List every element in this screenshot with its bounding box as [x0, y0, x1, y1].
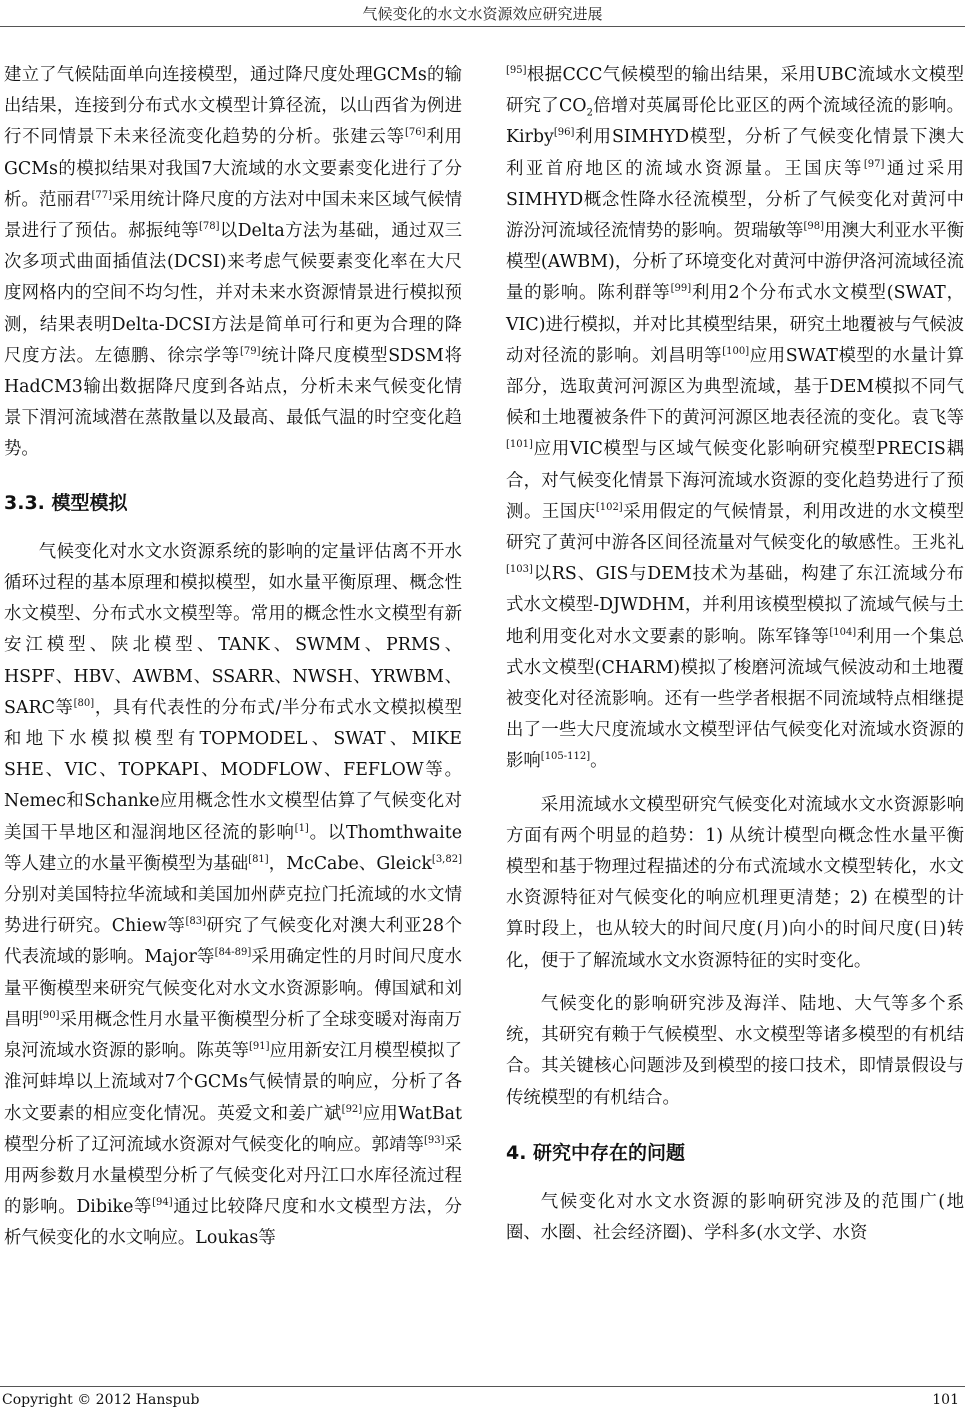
text-run: 采用流域水文模型研究气候变化对流域水文水资源影响方面有两个明显的趋势：1) 从统计模型向概念性水量平衡模型和基于物理过程描述的分布式流域水文模型转化，水文水资源特征对气候变化的响应机理更清楚；2) 在模型的计算时段上，也从较大的时间尺度(月)向小的时间尺度(日)转化，便于了解流域水文水资源特征的实时变化。: [506, 794, 964, 971]
text-run: 气候变化对水文水资源系统的影响的定量评估离不开水循环过程的基本原理和模拟模型，如水量平衡原理、概念性水文模型、分布式水文模型等。常用的概念性水文模型有新安江模型、陕北模型、TANK、SWMM、PRMS、HSPF、HBV、AWBM、SSARR、NWSH、YRWBM、SARC等: [4, 541, 462, 718]
right-column: [506, 60, 964, 1249]
text-run: 气候变化对水文水资源的影响研究涉及的范围广(地圈、水圈、社会经济圈)、学科多(水文学、水资: [506, 1191, 964, 1244]
text-run: 利用2个分布式水文模型(SWAT，VIC)进行模拟，并对比其模型结果，研究土地覆被与气候波动对径流的影响。刘昌明等: [506, 283, 964, 366]
text-run: 采用确定性的月时间尺度水量平衡模型来研究气候变化对水文水资源影响。傅国斌和刘昌明: [4, 947, 462, 1030]
running-header: 气候变化的水文水资源效应研究进展: [362, 5, 603, 23]
citation-ref: [100]: [722, 346, 750, 358]
citation-ref: [79]: [239, 346, 261, 358]
paragraph: [506, 60, 964, 778]
citation-ref: [103]: [506, 564, 533, 576]
paragraph: [506, 1187, 964, 1249]
text-run: 利用一个集总式水文模型(CHARM)模拟了梭磨河流域气候波动和土地覆被变化对径流影响。还有一些学者根据不同流域特点相继提出了一些大尺度流域水文模型评估气候变化对流域水资源的影响: [506, 626, 964, 772]
citation-ref: [98]: [803, 221, 824, 233]
page-number: 101: [932, 1392, 959, 1408]
citation-ref: [99]: [670, 283, 692, 295]
citation-ref: [91]: [248, 1041, 270, 1053]
text-run: 采用统计降尺度的方法对中国未来区域气候情景进行了预估。郝振纯等: [4, 189, 462, 242]
citation-ref: [76]: [405, 127, 426, 139]
citation-ref: [102]: [595, 502, 623, 514]
section-heading: 4. 研究中存在的问题: [506, 1141, 686, 1164]
citation-ref: [93]: [423, 1134, 445, 1146]
citation-ref: [104]: [829, 626, 857, 638]
text-run: 建立了气候陆面单向连接模型，通过降尺度处理GCMs的输出结果，连接到分布式水文模型计算径流，以山西省为例进行不同情景下未来径流变化趋势的分析。张建云等: [4, 65, 462, 148]
text-run: 采用概念性月水量平衡模型分析了全球变暖对海南万泉河流域水资源的影响。陈英等: [4, 1009, 462, 1062]
left-column: [4, 60, 462, 1255]
copyright-notice: Copyright © 2012 Hanspub: [2, 1392, 200, 1408]
footer-rule: [0, 1386, 965, 1387]
text-run: 研究了气候变化对澳大利亚28个代表流域的影响。Major等: [4, 916, 462, 968]
citation-ref: [3,82]: [431, 854, 462, 866]
section-heading: 3.3. 模型模拟: [4, 491, 128, 514]
text-run: 统计降尺度模型SDSM将HadCM3输出数据降尺度到各站点，分析未来气候变化情景下渭河流域潜在蒸散量以及最高、最低气温的时空变化趋势。: [4, 345, 462, 460]
citation-ref: [97]: [863, 158, 885, 170]
paragraph: [4, 60, 462, 466]
text-run: 以Delta方法为基础，通过双三次多项式曲面插值法(DCSI)来考虑气候要素变化率在大尺度网格内的空间不均匀性，并对未来水资源情景进行模拟预测，结果表明Delta-DCSI方法是简单可行和更为合理的降尺度方法。左德鹏、徐宗学等: [4, 221, 462, 366]
header-rule: [0, 26, 965, 27]
text-run: 分别对美国特拉华流域和美国加州萨克拉门托流域的水文情势进行研究。Chiew等: [4, 885, 462, 937]
text-run: 气候变化的影响研究涉及海洋、陆地、大气等多个系统，其研究有赖于气候模型、水文模型等诸多模型的有机结合。其关键核心问题涉及到模型的接口技术，即情景假设与传统模型的有机结合。: [506, 993, 964, 1108]
citation-ref: [96]: [553, 127, 575, 139]
citation-ref: [95]: [506, 65, 527, 77]
citation-ref: [80]: [73, 698, 95, 710]
citation-ref: [101]: [506, 439, 533, 451]
text-run: 以RS、GIS与DEM技术为基础，构建了东江流域分布式水文模型-DJWDHM，并利用该模型模拟了流域气候与土地利用变化对水文要素的影响。陈军锋等: [506, 564, 964, 647]
text-run: 。: [590, 751, 608, 772]
text-run: 利用SIMHYD模型，分析了气候变化情景下澳大利亚首府地区的流域水资源量。王国庆等: [506, 127, 964, 179]
citation-ref: [84-89]: [214, 947, 252, 959]
citation-ref: [83]: [185, 916, 206, 928]
citation-ref: [90]: [39, 1010, 60, 1022]
subscript: 2: [586, 107, 593, 119]
text-run: 通过采用SIMHYD概念性降水径流模型，分析了气候变化对黄河中游汾河流域径流情势的影响。贺瑞敏等: [506, 158, 964, 242]
text-run: 应用新安江月模型模拟了淮河蚌埠以上流域对7个GCMs气候情景的响应，分析了各水文要素的相应变化情况。英爱文和姜广斌: [4, 1041, 462, 1124]
paragraph: [4, 537, 462, 1255]
citation-ref: [94]: [152, 1197, 173, 1209]
paragraph: [506, 790, 964, 977]
text-run: ，具有代表性的分布式/半分布式水文模拟模型和地下水模拟模型有TOPMODEL、SWAT、MIKE SHE、VIC、TOPKAPI、MODFLOW、FEFLOW等。Nemec和Schanke应用概念性水文模型估算了气候变化对美国干旱地区和湿润地区径流的影响: [4, 697, 462, 843]
text-run: 。以Thomthwaite等人建立的水量平衡模型为基础: [4, 822, 462, 874]
text-run: 倍增对英属哥伦比亚区的两个流域径流的影响。Kirby: [506, 96, 964, 148]
text-run: 根据CCC气候模型的输出结果，采用UBC流域水文模型研究了CO: [506, 65, 964, 117]
text-run: 应用WatBat模型分析了辽河流域水资源对气候变化的响应。郭靖等: [4, 1103, 462, 1155]
citation-ref: [77]: [91, 190, 113, 202]
text-run: 利用GCMs的模拟结果对我国7大流域的水文要素变化进行了分析。范丽君: [4, 127, 462, 210]
text-run: ，McCabe、Gleick: [268, 853, 432, 874]
text-run: 应用SWAT模型的水量计算部分，选取黄河河源区为典型流域，基于DEM模拟不同气候和土地覆被条件下的黄河河源区地表径流的变化。袁飞等: [506, 345, 964, 429]
text-run: 采用假定的气候情景，利用改进的水文模型研究了黄河中游各区间径流量对气候变化的敏感性。王兆礼: [506, 501, 964, 554]
citation-ref: [1]: [294, 822, 309, 834]
text-run: 应用VIC模型与区域气候变化影响研究模型PRECIS耦合，对气候变化情景下海河流域水资源的变化趋势进行了预测。王国庆: [506, 439, 964, 522]
text-run: 通过比较降尺度和水文模型方法，分析气候变化的水文响应。Loukas等: [4, 1197, 462, 1249]
citation-ref: [105-112]: [540, 751, 591, 763]
citation-ref: [92]: [341, 1103, 363, 1115]
citation-ref: [78]: [198, 221, 220, 233]
citation-ref: [81]: [248, 854, 269, 866]
text-run: 采用两参数月水量模型分析了气候变化对丹江口水库径流过程的影响。Dibike等: [4, 1134, 462, 1218]
text-run: 用澳大利亚水平衡模型(AWBM)，分析了环境变化对黄河中游伊洛河流域径流量的影响。陈利群等: [506, 221, 964, 304]
paragraph: [506, 989, 964, 1114]
